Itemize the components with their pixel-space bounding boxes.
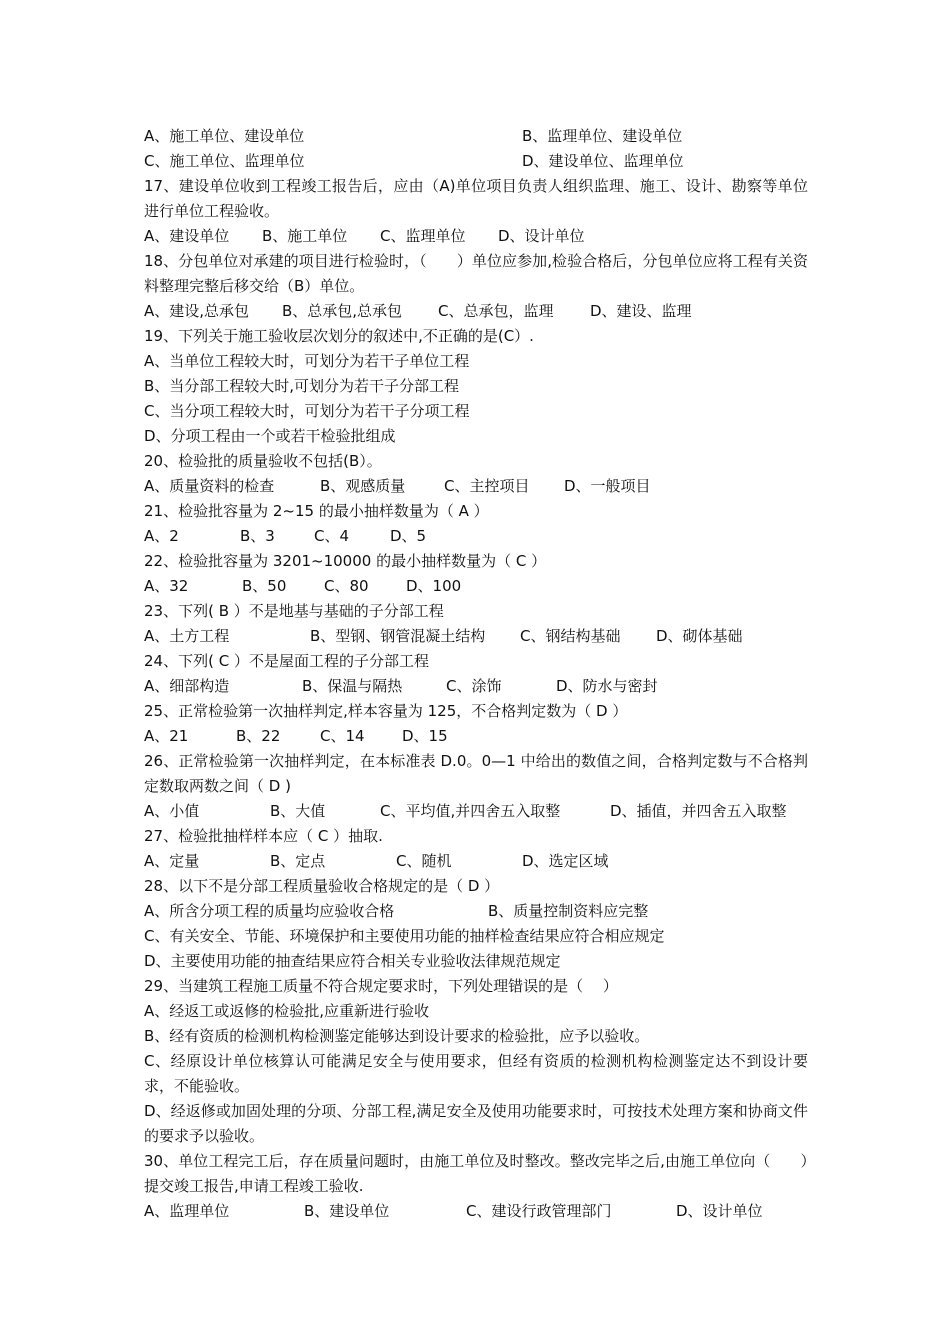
q19-text: 19、下列关于施工验收层次划分的叙述中,不正确的是(C）. [144, 327, 534, 345]
q19-option-a: A、当单位工程较大时，可划分为若干子单位工程 [144, 352, 470, 370]
q23-option-c: C、钢结构基础 [520, 627, 621, 645]
q16-option-b: B、监理单位、建设单位 [522, 127, 683, 145]
q30-options [144, 1199, 808, 1224]
q18-option-b: B、总承包,总承包 [282, 302, 403, 320]
q25-options [144, 724, 808, 749]
q18-options [144, 299, 808, 324]
q28-option-b: B、质量控制资料应完整 [488, 902, 649, 920]
q16-options-row1 [144, 124, 808, 149]
q18-option-c: C、总承包，监理 [438, 302, 554, 320]
q18-text: 18、分包单位对承建的项目进行检验时，（ ）单位应参加,检验合格后，分包单位应将工程有关资料整理完整后移交给（B）单位。 [144, 252, 808, 295]
q23-text: 23、下列( B ）不是地基与基础的子分部工程 [144, 602, 444, 620]
q20-options [144, 474, 808, 499]
q29-text: 29、当建筑工程施工质量不符合规定要求时，下列处理错误的是（ ） [144, 977, 618, 995]
q30-option-a: A、监理单位 [144, 1202, 230, 1220]
q20-option-c: C、主控项目 [444, 477, 530, 495]
q17-options [144, 224, 808, 249]
q19-option-d: D、分项工程由一个或若干检验批组成 [144, 427, 396, 445]
q27-option-d: D、选定区域 [522, 852, 609, 870]
q28-text: 28、以下不是分部工程质量验收合格规定的是（ D ） [144, 877, 500, 895]
q21-text: 21、检验批容量为 2~15 的最小抽样数量为（ A ） [144, 502, 489, 520]
q24-options [144, 674, 808, 699]
q26-options [144, 799, 808, 824]
q28-options-row1 [144, 899, 808, 924]
q21-option-d: D、5 [390, 527, 427, 545]
q25-text: 25、正常检验第一次抽样判定,样本容量为 125，不合格判定数为（ D ） [144, 702, 628, 720]
q26-option-b: B、大值 [270, 802, 326, 820]
question-list [144, 124, 808, 1224]
q30-text: 30、单位工程完工后，存在质量问题时，由施工单位及时整改。整改完毕之后,由施工单位向（ ）提交竣工报告,申请工程竣工验收. [144, 1152, 808, 1195]
q23-option-a: A、土方工程 [144, 627, 230, 645]
q28-option-d: D、主要使用功能的抽查结果应符合相关专业验收法律规范规定 [144, 952, 561, 970]
q22-option-d: D、100 [406, 577, 462, 595]
q22-option-b: B、50 [242, 577, 287, 595]
q27-option-a: A、定量 [144, 852, 200, 870]
q25-option-a: A、21 [144, 727, 189, 745]
q28-option-a: A、所含分项工程的质量均应验收合格 [144, 902, 395, 920]
q19-option-b: B、当分部工程较大时,可划分为若干子分部工程 [144, 377, 460, 395]
q18-option-a: A、建设,总承包 [144, 302, 250, 320]
q22-option-c: C、80 [324, 577, 369, 595]
q30-option-c: C、建设行政管理部门 [466, 1202, 612, 1220]
q20-option-d: D、一般项目 [564, 477, 651, 495]
q16-option-d: D、建设单位、监理单位 [522, 152, 684, 170]
q17-option-a: A、建设单位 [144, 227, 230, 245]
q24-option-d: D、防水与密封 [556, 677, 658, 695]
q29-option-a: A、经返工或返修的检验批,应重新进行验收 [144, 1002, 430, 1020]
q29-option-c: C、经原设计单位核算认可能满足安全与使用要求，但经有资质的检测机构检测鉴定达不到设计要求，不能验收。 [144, 1052, 808, 1095]
q24-text: 24、下列( C ）不是屋面工程的子分部工程 [144, 652, 429, 670]
q21-option-a: A、2 [144, 527, 179, 545]
q17-text: 17、建设单位收到工程竣工报告后，应由（A)单位项目负责人组织监理、施工、设计、勘察等单位进行单位工程验收。 [144, 177, 808, 220]
q26-option-d: D、插值，并四舍五入取整 [610, 802, 787, 820]
q30-option-b: B、建设单位 [304, 1202, 390, 1220]
q17-option-d: D、设计单位 [498, 227, 585, 245]
q30-option-d: D、设计单位 [676, 1202, 763, 1220]
q22-text: 22、检验批容量为 3201~10000 的最小抽样数量为（ C ） [144, 552, 547, 570]
q28-option-c: C、有关安全、节能、环境保护和主要使用功能的抽样检查结果应符合相应规定 [144, 927, 665, 945]
q29-option-b: B、经有资质的检测机构检测鉴定能够达到设计要求的检验批，应予以验收。 [144, 1027, 650, 1045]
q23-options [144, 624, 808, 649]
q23-option-d: D、砌体基础 [656, 627, 743, 645]
q24-option-a: A、细部构造 [144, 677, 230, 695]
q17-option-b: B、施工单位 [262, 227, 348, 245]
q20-option-b: B、观感质量 [320, 477, 406, 495]
q20-text: 20、检验批的质量验收不包括(B）。 [144, 452, 382, 470]
q21-option-b: B、3 [240, 527, 275, 545]
q27-option-c: C、随机 [396, 852, 452, 870]
q20-option-a: A、质量资料的检查 [144, 477, 275, 495]
q26-option-a: A、小值 [144, 802, 200, 820]
q25-option-c: C、14 [320, 727, 365, 745]
q16-options-row2 [144, 149, 808, 174]
q24-option-c: C、涂饰 [446, 677, 502, 695]
q16-option-a: A、施工单位、建设单位 [144, 127, 305, 145]
q27-text: 27、检验批抽样样本应（ C ）抽取. [144, 827, 383, 845]
q25-option-b: B、22 [236, 727, 281, 745]
q27-options [144, 849, 808, 874]
q21-options [144, 524, 808, 549]
q22-option-a: A、32 [144, 577, 189, 595]
q19-option-c: C、当分项工程较大时，可划分为若干子分项工程 [144, 402, 470, 420]
q24-option-b: B、保温与隔热 [302, 677, 403, 695]
q29-option-d: D、经返修或加固处理的分项、分部工程,满足安全及使用功能要求时，可按技术处理方案和协商文件的要求予以验收。 [144, 1102, 808, 1145]
q26-text: 26、正常检验第一次抽样判定，在本标准表 D.0。0—1 中给出的数值之间，合格判定数与不合格判定数取两数之间（ D ) [144, 752, 808, 795]
q25-option-d: D、15 [402, 727, 448, 745]
q18-option-d: D、建设、监理 [590, 302, 692, 320]
q16-option-c: C、施工单位、监理单位 [144, 152, 305, 170]
q21-option-c: C、4 [314, 527, 350, 545]
q22-options [144, 574, 808, 599]
q23-option-b: B、型钢、钢管混凝土结构 [310, 627, 486, 645]
q26-option-c: C、平均值,并四舍五入取整 [380, 802, 561, 820]
q27-option-b: B、定点 [270, 852, 326, 870]
q17-option-c: C、监理单位 [380, 227, 466, 245]
